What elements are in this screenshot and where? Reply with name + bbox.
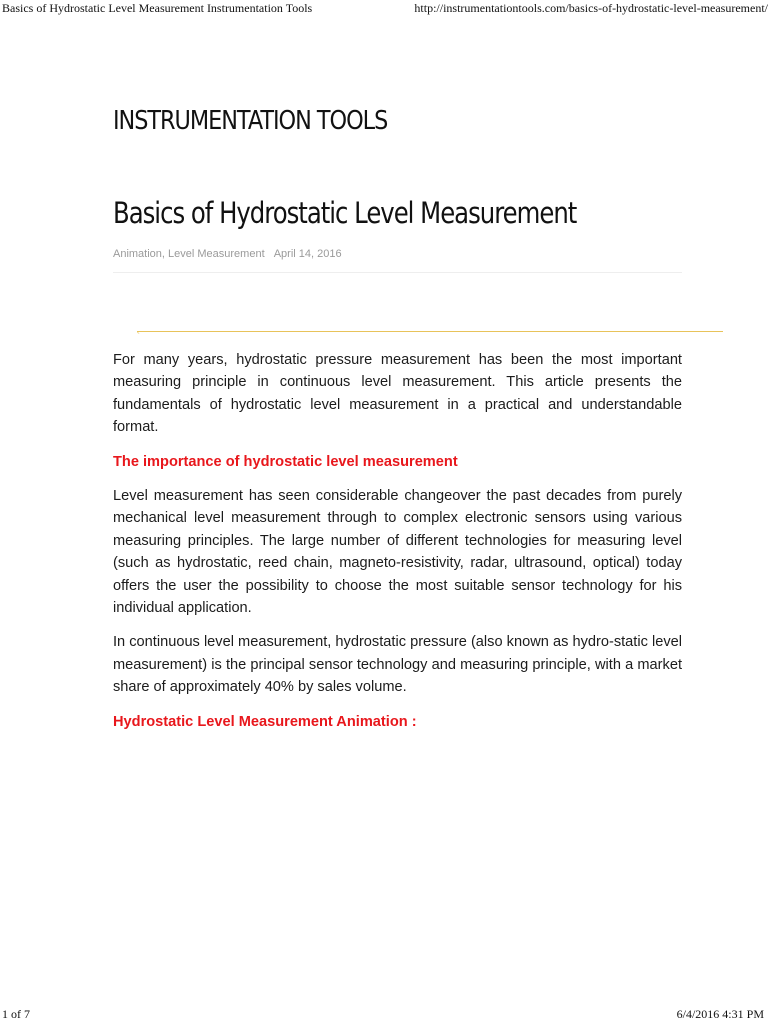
article-title: Basics of Hydrostatic Level Measurement bbox=[113, 196, 577, 230]
section-heading-animation: Hydrostatic Level Measurement Animation : bbox=[113, 713, 417, 730]
print-header bbox=[2, 0, 768, 18]
site-title-link[interactable]: INSTRUMENTATION TOOLS bbox=[113, 106, 388, 136]
print-page-url[interactable]: http://instrumentationtools.com/basics-of-hydrostatic-level-measurement/ bbox=[414, 1, 768, 15]
article-date: April 14, 2016 bbox=[273, 248, 342, 260]
section-heading-importance: The importance of hydrostatic level measurement bbox=[113, 453, 458, 470]
print-timestamp: 6/4/2016 4:31 PM bbox=[676, 1007, 764, 1021]
body-paragraph-history: Level measurement has seen considerable changeover the past decades from purely mechanical level measurement through to complex electronic sensors using various measuring principles. The large number of different technologies for measuring level (such as hydrostatic, reed chain, magneto-resistivity, radar, ultrasound, optical) today offers the user the possibility to choose the most suitable sensor technology for his individual application. bbox=[113, 488, 682, 617]
intro-paragraph: For many years, hydrostatic pressure measurement has been the most important measuring principle in continuous level measurement. This article presents the fundamentals of hydrostatic level measurement in a practical and understandable format. bbox=[113, 352, 682, 436]
content-divider bbox=[137, 331, 723, 332]
article-categories-link[interactable]: Animation, Level Measurement bbox=[113, 248, 265, 260]
print-footer bbox=[2, 1006, 764, 1024]
article-meta bbox=[113, 248, 342, 260]
meta-divider bbox=[113, 272, 682, 273]
page-number: 1 of 7 bbox=[2, 1007, 30, 1021]
print-page-title: Basics of Hydrostatic Level Measurement Instrumentation Tools bbox=[2, 1, 313, 15]
body-paragraph-market-share: In continuous level measurement, hydrostatic pressure (also known as hydro-static level measurement) is the principal sensor technology and measuring principle, with a market share of approximately 40% by sales volume. bbox=[113, 634, 682, 696]
article-body bbox=[113, 349, 682, 745]
